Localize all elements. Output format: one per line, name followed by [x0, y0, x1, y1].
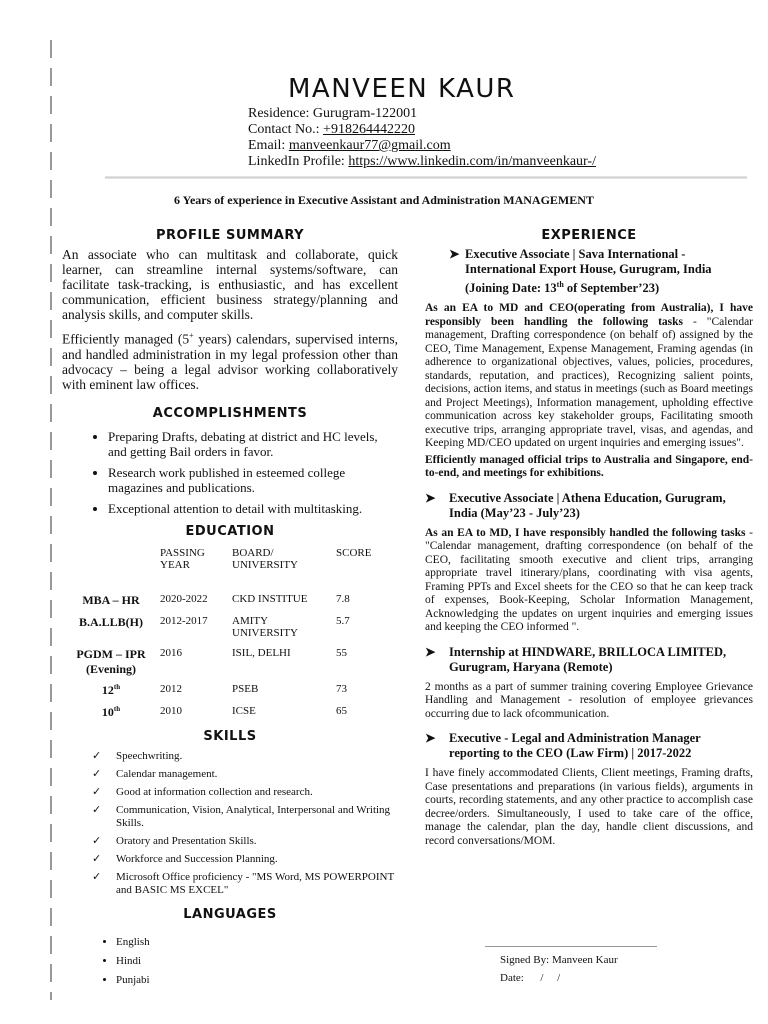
column-header-score: SCORE — [336, 546, 372, 559]
job-title-text: Executive Associate | Athena Education, Gurugram, India (May’23 - July’23) — [449, 490, 726, 520]
phone-link[interactable]: +918264442220 — [323, 122, 415, 137]
job-lead: As an EA to MD, I have responsibly handled the following tasks — [425, 526, 746, 539]
job-lead: As an EA to MD and CEO(operating from Australia), I have responsibly been handling the following tasks — [425, 302, 753, 328]
table-row — [62, 683, 371, 705]
degree-cell: B.A.LLB(H) — [78, 614, 143, 629]
score-cell: 73 — [336, 682, 347, 695]
page-border-dashes — [50, 40, 52, 1000]
languages-list — [62, 936, 398, 987]
experience-heading: EXPERIENCE — [541, 228, 637, 243]
job-title-text: Internship at HINDWARE, BRILLOCA LIMITED, Gurugram, Haryana (Remote) — [449, 644, 727, 674]
table-header-row — [62, 547, 371, 571]
residence-line: Residence: Gurugram-122001 — [248, 106, 418, 121]
table-row — [62, 705, 371, 725]
degree-cell — [62, 683, 160, 705]
degree-cell — [62, 647, 160, 683]
email-label: Email: — [248, 138, 289, 153]
board-cell: PSEB — [232, 682, 259, 695]
score-cell: 65 — [336, 704, 347, 717]
phone-label: Contact No.: — [248, 122, 324, 137]
job-title-4 — [425, 731, 753, 761]
job-description-3: 2 months as a part of summer training covering Employee Grievance Handling and Management - resolution of employee grievances occurring due to lack ofcommunication. — [425, 680, 753, 720]
list-item: • English — [116, 936, 398, 949]
accomplishments-heading: ACCOMPLISHMENTS — [152, 405, 308, 421]
education-table — [62, 547, 371, 725]
accomplishments-list — [62, 429, 398, 516]
list-item: ✓ Communication, Vision, Analytical, Interpersonal and Writing Skills. — [92, 804, 398, 830]
profile-paragraph-1: An associate who can multitask and collaborate, quick learner, can streamline internal systems/software, can facilitate task-tracking, is enthusiastic, and has excellent communication, efficient business strategy/planning and analysis skills, and computer skills. — [62, 247, 398, 322]
table-row — [62, 593, 371, 615]
experience-tagline: 6 Years of experience in Executive Assistant and Administration MANAGEMENT — [174, 193, 594, 207]
column-header-year: PASSING YEAR — [160, 546, 205, 571]
degree-name: 12 — [101, 682, 114, 697]
degree-subtitle: (Evening) — [85, 661, 136, 676]
arrow-icon: ➤ — [425, 490, 436, 505]
degree-sup: th — [113, 704, 121, 713]
degree-sup: th — [113, 682, 121, 691]
board-cell: ISIL, DELHI — [232, 646, 291, 659]
job-title-1 — [425, 247, 753, 296]
job-title-text: Executive - Legal and Administration Manager reporting to the CEO (Law Firm) | 2017-2022 — [449, 731, 701, 761]
job-title-3 — [425, 645, 753, 675]
score-cell: 7.8 — [336, 592, 350, 605]
job-description-2 — [425, 527, 753, 635]
degree-cell: MBA – HR — [82, 592, 140, 607]
arrow-icon: ➤ — [425, 644, 436, 659]
profile-paragraph-2-end: years) calendars, supervised interns, and handled administration in my legal profession other than advocacy – being a legal advisor working collaboratively with eminent law offices. — [62, 331, 398, 392]
board-cell: CKD INSTITUE — [232, 592, 308, 605]
arrow-icon: ➤ — [425, 731, 436, 746]
contact-block — [248, 106, 596, 170]
signature-line — [485, 946, 657, 947]
table-row — [62, 615, 371, 647]
list-item: ✓ Good at information collection and research. — [92, 786, 398, 799]
job-title-2 — [425, 491, 753, 521]
list-item: ✓ Oratory and Presentation Skills. — [92, 835, 398, 848]
profile-summary-heading: PROFILE SUMMARY — [155, 228, 305, 243]
skills-heading: SKILLS — [203, 728, 257, 744]
degree-cell — [62, 705, 160, 725]
education-heading: EDUCATION — [185, 523, 275, 539]
year-cell: 2010 — [160, 704, 182, 717]
profile-paragraph-2 — [62, 328, 398, 392]
arrow-icon: ➤ — [449, 247, 460, 261]
table-row — [62, 647, 371, 683]
job-body: - "Calendar management, drafting correspondence (on behalf of the CEO, facilitating smooth executive and client trips, arranging appropriate travel itinerary/plans, coordinating with visa agents, Framing PPTs and Excel sheets for the CEO so that he can keep track of expenses, Book-Keeping, Scholar Information Management, Acknowledging the updates on urgent inquiries and emerging issues and keeping the CEO informed ". — [425, 526, 753, 634]
list-item: • Research work published in esteemed college magazines and publications. — [108, 465, 398, 495]
job-title-sup: th — [556, 280, 564, 289]
email-link[interactable]: manveenkaur77@gmail.com — [288, 138, 451, 153]
job-description-4: I have finely accommodated Clients, Client meetings, Framing drafts, Case presentations and preparations (in various fields), arguments in courts, recording statements, and any other practice to accomplish case decree/orders. Simultaneously, I used to take care of the office, manage the calendar, plan the day, handle client discussions, and record conversations/MOM. — [425, 767, 753, 847]
year-cell: 2012 — [160, 682, 182, 695]
board-cell: ICSE — [232, 704, 256, 717]
signed-by: Signed By: Manveen Kaur — [500, 954, 618, 966]
profile-paragraph-2-start: Efficiently managed (5 — [62, 331, 190, 347]
score-cell: 55 — [336, 646, 347, 659]
profile-paragraph-2-sup: + — [189, 331, 194, 340]
signature-block — [500, 951, 618, 987]
languages-heading: LANGUAGES — [183, 906, 277, 922]
candidate-name: MANVEEN KAUR — [288, 74, 516, 104]
phone-line — [248, 122, 596, 138]
job-title-text: Executive Associate | Sava International - International Export House, Gurugram, India (Joining Date: 13 — [465, 247, 712, 296]
year-cell: 2020-2022 — [160, 592, 208, 605]
list-item: • Hindi — [116, 955, 398, 968]
list-item: ✓ Calendar management. — [92, 768, 398, 781]
job-extra-1: Efficiently managed official trips to Australia and Singapore, end-to-end, and meetings for exhibitions. — [425, 453, 753, 480]
list-item: ✓ Microsoft Office proficiency - "MS Word, MS POWERPOINT and BASIC MS EXCEL" — [92, 871, 398, 897]
email-line — [248, 138, 596, 154]
right-column — [425, 228, 753, 848]
year-cell: 2012-2017 — [160, 614, 208, 627]
skills-list — [62, 750, 398, 897]
degree-name: PGDM – IPR — [76, 646, 146, 661]
job-title-end: of September’23) — [563, 281, 660, 296]
column-header-board: BOARD/ UNIVERSITY — [232, 546, 298, 571]
board-cell: AMITY UNIVERSITY — [232, 614, 298, 639]
job-description-1 — [425, 302, 753, 451]
job-body: - "Calendar management, Drafting correspondence (on behalf of) assigned by the CEO, Time Management, Expense Management, Framing agendas (in adherence to organizational objectives, values, policies, procedures, standards, reputation, and practices), Recognizing salient points, decisions, action items, and status in meetings (such as Board meetings and Project Meetings), Information management, upholding effective communication across key stakeholder groups, Facilitating smooth executive trips, arranging appropriate travel, visas, and agendas, and Keeping MD/CEO updated on urgent inquiries and emerging issues". — [425, 315, 753, 450]
degree-name: 10 — [101, 704, 114, 719]
linkedin-line — [248, 154, 596, 170]
header-divider — [105, 176, 747, 179]
linkedin-link[interactable]: https://www.linkedin.com/in/manveenkaur-/ — [348, 154, 596, 169]
list-item: ✓ Speechwriting. — [92, 750, 398, 763]
list-item: • Preparing Drafts, debating at district and HC levels, and getting Bail orders in favor. — [108, 429, 398, 459]
list-item: ✓ Workforce and Succession Planning. — [92, 853, 398, 866]
list-item: • Punjabi — [116, 974, 398, 987]
score-cell: 5.7 — [336, 614, 350, 627]
left-column — [62, 228, 398, 993]
year-cell: 2016 — [160, 646, 182, 659]
linkedin-label: LinkedIn Profile: — [248, 154, 349, 169]
signature-date: Date: / / — [500, 972, 561, 984]
list-item: • Exceptional attention to detail with multitasking. — [108, 501, 398, 516]
